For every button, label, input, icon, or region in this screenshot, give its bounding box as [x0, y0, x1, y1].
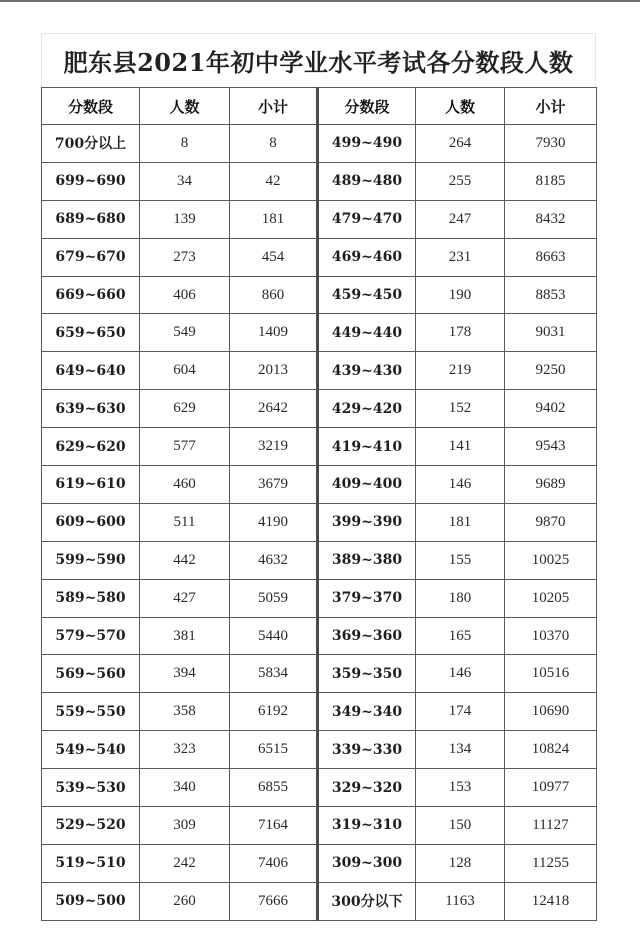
- count-right: 219: [416, 352, 505, 390]
- subtotal-left: 2642: [230, 390, 318, 428]
- count-left: 340: [140, 769, 230, 807]
- score-range-left: 539~530: [42, 769, 140, 807]
- score-range-right: 489~480: [318, 162, 416, 200]
- table-header-row: [42, 88, 597, 125]
- subtotal-right: 9031: [505, 314, 597, 352]
- count-left: 309: [140, 807, 230, 845]
- score-distribution-document: [41, 33, 596, 921]
- subtotal-right: 9543: [505, 428, 597, 466]
- table-row: [42, 200, 597, 238]
- header-subtotal-right: 小计: [505, 88, 597, 125]
- score-range-left: 659~650: [42, 314, 140, 352]
- count-right: 255: [416, 162, 505, 200]
- subtotal-right: 11255: [505, 844, 597, 882]
- subtotal-left: 7666: [230, 882, 318, 920]
- count-left: 8: [140, 125, 230, 163]
- subtotal-left: 3679: [230, 466, 318, 504]
- count-left: 511: [140, 503, 230, 541]
- subtotal-right: 8185: [505, 162, 597, 200]
- count-left: 273: [140, 238, 230, 276]
- count-left: 260: [140, 882, 230, 920]
- subtotal-right: 9870: [505, 503, 597, 541]
- score-range-left: 700分以上: [42, 125, 140, 163]
- subtotal-right: 10370: [505, 617, 597, 655]
- count-right: 1163: [416, 882, 505, 920]
- subtotal-right: 9402: [505, 390, 597, 428]
- table-row: [42, 352, 597, 390]
- count-right: 155: [416, 541, 505, 579]
- count-right: 178: [416, 314, 505, 352]
- table-row: [42, 655, 597, 693]
- subtotal-right: 10824: [505, 731, 597, 769]
- subtotal-right: 9689: [505, 466, 597, 504]
- count-right: 152: [416, 390, 505, 428]
- count-left: 242: [140, 844, 230, 882]
- subtotal-right: 12418: [505, 882, 597, 920]
- score-range-left: 509~500: [42, 882, 140, 920]
- document-title: 肥东县2021年初中学业水平考试各分数段人数: [41, 33, 596, 87]
- score-range-left: 529~520: [42, 807, 140, 845]
- score-range-right: 419~410: [318, 428, 416, 466]
- score-range-right: 369~360: [318, 617, 416, 655]
- table-row: [42, 503, 597, 541]
- subtotal-left: 5059: [230, 579, 318, 617]
- score-range-right: 389~380: [318, 541, 416, 579]
- score-range-right: 409~400: [318, 466, 416, 504]
- table-row: [42, 276, 597, 314]
- table-row: [42, 579, 597, 617]
- score-range-left: 639~630: [42, 390, 140, 428]
- subtotal-left: 5440: [230, 617, 318, 655]
- score-range-left: 549~540: [42, 731, 140, 769]
- subtotal-left: 7164: [230, 807, 318, 845]
- count-right: 181: [416, 503, 505, 541]
- table-row: [42, 390, 597, 428]
- score-range-right: 379~370: [318, 579, 416, 617]
- score-range-left: 579~570: [42, 617, 140, 655]
- subtotal-left: 42: [230, 162, 318, 200]
- table-row: [42, 807, 597, 845]
- subtotal-right: 9250: [505, 352, 597, 390]
- count-right: 165: [416, 617, 505, 655]
- table-row: [42, 162, 597, 200]
- score-range-right: 459~450: [318, 276, 416, 314]
- count-left: 427: [140, 579, 230, 617]
- score-range-right: 309~300: [318, 844, 416, 882]
- score-range-right: 399~390: [318, 503, 416, 541]
- subtotal-right: 8432: [505, 200, 597, 238]
- score-range-left: 689~680: [42, 200, 140, 238]
- table-row: [42, 617, 597, 655]
- subtotal-left: 1409: [230, 314, 318, 352]
- count-left: 139: [140, 200, 230, 238]
- subtotal-left: 454: [230, 238, 318, 276]
- score-range-left: 619~610: [42, 466, 140, 504]
- subtotal-right: 10205: [505, 579, 597, 617]
- subtotal-left: 6515: [230, 731, 318, 769]
- count-right: 231: [416, 238, 505, 276]
- header-subtotal-left: 小计: [230, 88, 318, 125]
- score-range-left: 679~670: [42, 238, 140, 276]
- count-left: 381: [140, 617, 230, 655]
- count-right: 153: [416, 769, 505, 807]
- count-left: 604: [140, 352, 230, 390]
- table-row: [42, 238, 597, 276]
- table-row: [42, 314, 597, 352]
- table-row: [42, 731, 597, 769]
- subtotal-right: 11127: [505, 807, 597, 845]
- score-range-right: 479~470: [318, 200, 416, 238]
- subtotal-left: 3219: [230, 428, 318, 466]
- score-range-right: 439~430: [318, 352, 416, 390]
- header-score-range-right: 分数段: [318, 88, 416, 125]
- table-row: [42, 882, 597, 920]
- count-right: 190: [416, 276, 505, 314]
- count-right: 134: [416, 731, 505, 769]
- count-right: 247: [416, 200, 505, 238]
- subtotal-left: 7406: [230, 844, 318, 882]
- subtotal-right: 10516: [505, 655, 597, 693]
- count-left: 577: [140, 428, 230, 466]
- count-left: 549: [140, 314, 230, 352]
- score-range-right: 319~310: [318, 807, 416, 845]
- table-row: [42, 541, 597, 579]
- score-range-left: 629~620: [42, 428, 140, 466]
- subtotal-left: 2013: [230, 352, 318, 390]
- table-row: [42, 844, 597, 882]
- count-left: 34: [140, 162, 230, 200]
- count-left: 460: [140, 466, 230, 504]
- score-range-right: 339~330: [318, 731, 416, 769]
- subtotal-right: 8663: [505, 238, 597, 276]
- table-row: [42, 693, 597, 731]
- subtotal-left: 4632: [230, 541, 318, 579]
- subtotal-right: 7930: [505, 125, 597, 163]
- subtotal-left: 5834: [230, 655, 318, 693]
- subtotal-right: 10690: [505, 693, 597, 731]
- count-right: 150: [416, 807, 505, 845]
- count-right: 180: [416, 579, 505, 617]
- subtotal-left: 4190: [230, 503, 318, 541]
- score-range-left: 609~600: [42, 503, 140, 541]
- subtotal-right: 10977: [505, 769, 597, 807]
- subtotal-left: 860: [230, 276, 318, 314]
- score-range-right: 469~460: [318, 238, 416, 276]
- subtotal-right: 10025: [505, 541, 597, 579]
- table-row: [42, 769, 597, 807]
- count-right: 146: [416, 655, 505, 693]
- score-range-right: 349~340: [318, 693, 416, 731]
- header-count-right: 人数: [416, 88, 505, 125]
- score-range-left: 559~550: [42, 693, 140, 731]
- table-row: [42, 428, 597, 466]
- count-left: 629: [140, 390, 230, 428]
- score-range-right: 499~490: [318, 125, 416, 163]
- score-range-left: 589~580: [42, 579, 140, 617]
- score-distribution-table: [41, 87, 597, 921]
- score-range-right: 429~420: [318, 390, 416, 428]
- count-left: 323: [140, 731, 230, 769]
- subtotal-left: 6192: [230, 693, 318, 731]
- table-row: [42, 125, 597, 163]
- subtotal-left: 8: [230, 125, 318, 163]
- score-range-right: 449~440: [318, 314, 416, 352]
- subtotal-left: 6855: [230, 769, 318, 807]
- count-right: 174: [416, 693, 505, 731]
- count-left: 394: [140, 655, 230, 693]
- header-count-left: 人数: [140, 88, 230, 125]
- score-range-left: 519~510: [42, 844, 140, 882]
- count-right: 128: [416, 844, 505, 882]
- count-right: 146: [416, 466, 505, 504]
- count-left: 358: [140, 693, 230, 731]
- score-range-right: 359~350: [318, 655, 416, 693]
- table-row: [42, 466, 597, 504]
- count-right: 264: [416, 125, 505, 163]
- score-range-left: 699~690: [42, 162, 140, 200]
- score-range-right: 329~320: [318, 769, 416, 807]
- count-left: 406: [140, 276, 230, 314]
- score-range-left: 599~590: [42, 541, 140, 579]
- score-range-left: 569~560: [42, 655, 140, 693]
- header-score-range-left: 分数段: [42, 88, 140, 125]
- subtotal-left: 181: [230, 200, 318, 238]
- score-range-right: 300分以下: [318, 882, 416, 920]
- count-left: 442: [140, 541, 230, 579]
- score-range-left: 649~640: [42, 352, 140, 390]
- top-border-bar: [0, 0, 640, 2]
- score-range-left: 669~660: [42, 276, 140, 314]
- count-right: 141: [416, 428, 505, 466]
- subtotal-right: 8853: [505, 276, 597, 314]
